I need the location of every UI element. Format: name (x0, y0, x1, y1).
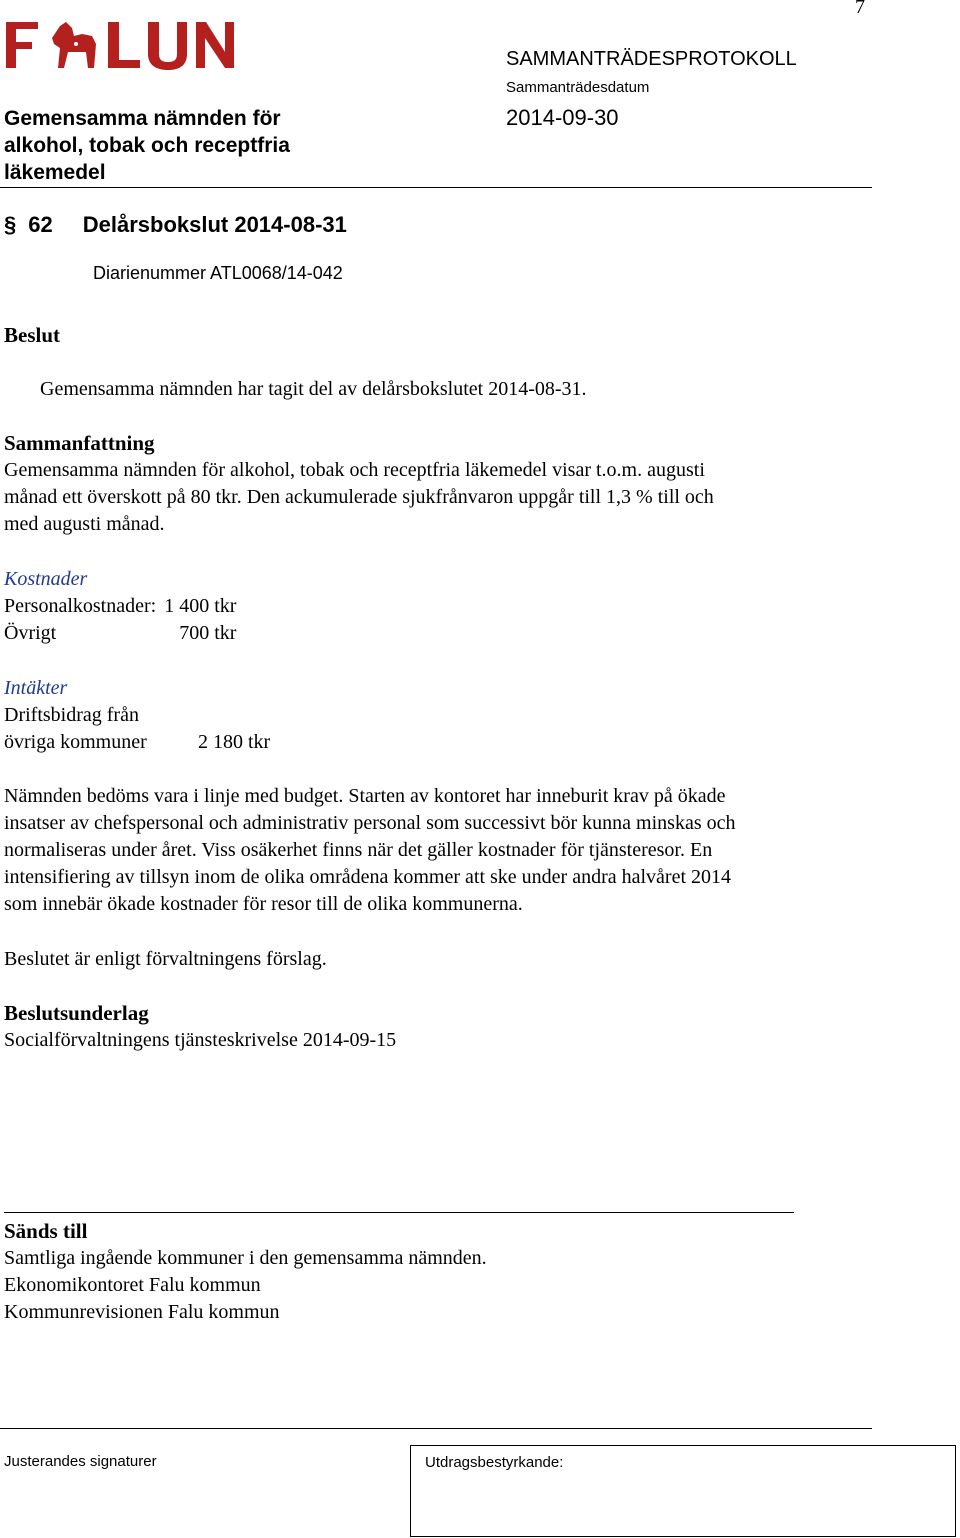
committee-line: Gemensamma nämnden för (4, 107, 281, 130)
text-line: insatser av chefspersonal och administrativ personal som successivt bör kunna minskas och (4, 812, 736, 834)
certification-box (410, 1445, 956, 1537)
header-divider (0, 187, 872, 188)
list-item: Ekonomikontoret Falu kommun (4, 1274, 261, 1296)
sammanfattning-heading: Sammanfattning (4, 431, 155, 455)
committee-name (4, 105, 290, 186)
text-line: Gemensamma nämnden för alkohol, tobak och receptfria läkemedel visar t.o.m. augusti (4, 459, 705, 481)
cost-label: Personalkostnader: (4, 595, 157, 617)
committee-line: läkemedel (4, 161, 106, 184)
beslutsunderlag-heading: Beslutsunderlag (4, 1001, 149, 1025)
table-row (4, 593, 236, 620)
meeting-date-label: Sammanträdesdatum (506, 79, 650, 96)
table-row (4, 620, 236, 647)
section-divider (4, 1212, 794, 1213)
falun-logo (4, 16, 236, 72)
kostnader-table (4, 593, 236, 647)
signatures-label: Justerandes signaturer (4, 1453, 157, 1470)
assessment-conclusion: Beslutet är enligt förvaltningens förslag. (4, 948, 327, 970)
intakter-heading: Intäkter (4, 677, 68, 699)
text-line: som innebär ökade kostnader för resor till de olika kommunerna. (4, 893, 523, 915)
intakter-label-line2: övriga kommuner (4, 731, 147, 753)
paragraph-symbol: § (4, 212, 17, 237)
list-item: Samtliga ingående kommuner i den gemensamma nämnden. (4, 1247, 487, 1269)
page-number: 7 (855, 0, 865, 18)
assessment-text (4, 783, 736, 918)
certification-label: Utdragsbestyrkande: (425, 1454, 564, 1471)
text-line: intensifiering av tillsyn inom de olika områdena kommer att ske under andra halvåret 2014 (4, 866, 732, 888)
committee-line: alkohol, tobak och receptfria (4, 134, 290, 157)
meeting-date: 2014-09-30 (506, 105, 619, 130)
text-line: med augusti månad. (4, 513, 165, 535)
text-line: månad ett överskott på 80 tkr. Den ackumulerade sjukfrånvaron uppgår till 1,3 % till och (4, 486, 714, 508)
cost-label: Övrigt (4, 622, 57, 644)
document-type: SAMMANTRÄDESPROTOKOLL (506, 48, 797, 70)
intakter-value: 2 180 tkr (198, 731, 271, 753)
diarienummer: Diarienummer ATL0068/14-042 (93, 263, 343, 283)
beslut-text: Gemensamma nämnden har tagit del av delårsbokslutet 2014-08-31. (40, 378, 587, 400)
paragraph-heading: Delårsbokslut 2014-08-31 (82, 212, 347, 237)
sammanfattning-text (4, 457, 714, 538)
text-line: Nämnden bedöms vara i linje med budget. Starten av kontoret har inneburit krav på ökade (4, 785, 726, 807)
text-line: normaliseras under året. Viss osäkerhet finns när det gäller kostnader för tjänsteresor. En (4, 839, 713, 861)
sands-till-heading: Sänds till (4, 1219, 88, 1243)
list-item: Kommunrevisionen Falu kommun (4, 1301, 280, 1323)
paragraph-number: 62 (28, 212, 53, 237)
recipients-list (4, 1245, 487, 1326)
footer-divider (0, 1428, 872, 1429)
beslutsunderlag-text: Socialförvaltningens tjänsteskrivelse 2014-09-15 (4, 1029, 397, 1051)
cost-value: 700 tkr (179, 622, 237, 644)
kostnader-heading: Kostnader (4, 568, 88, 590)
cost-value: 1 400 tkr (164, 595, 237, 617)
paragraph-title (4, 212, 347, 238)
intakter-label-line1: Driftsbidrag från (4, 704, 139, 726)
beslut-heading: Beslut (4, 323, 61, 347)
